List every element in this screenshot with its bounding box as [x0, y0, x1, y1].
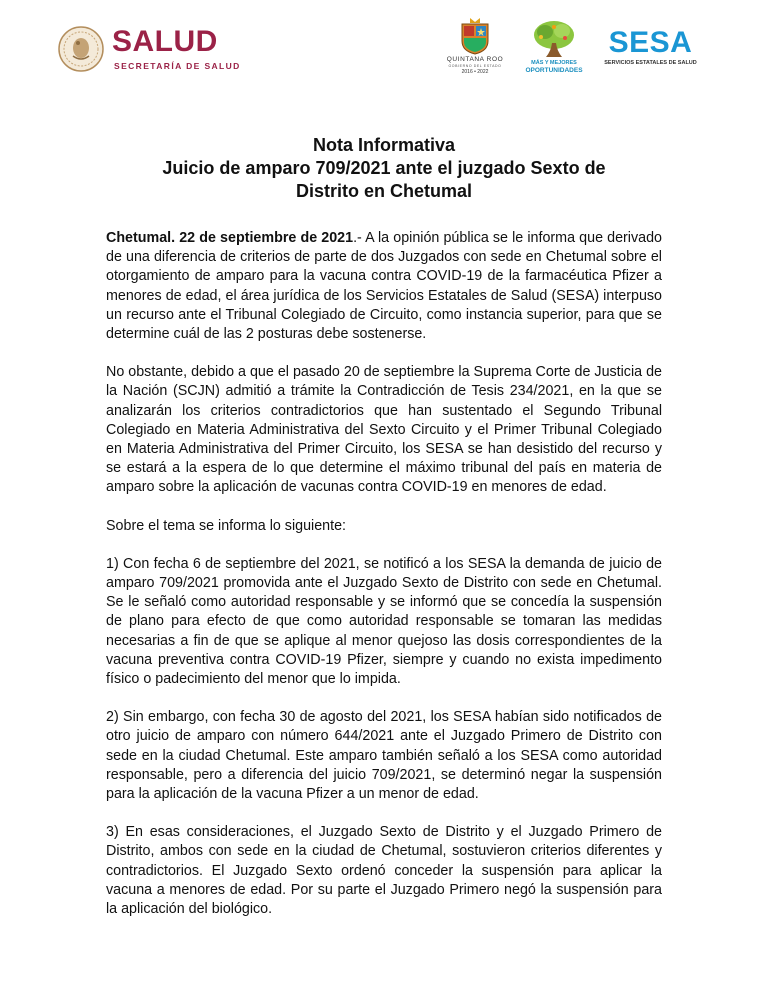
- salud-logo-text: SALUD: [112, 25, 218, 58]
- sesa-logo: [598, 27, 703, 77]
- document-header: [0, 0, 768, 100]
- document-body: [106, 229, 662, 938]
- quintana-roo-shield-icon: [460, 17, 490, 55]
- salud-logo-subtitle: SECRETARÍA DE SALUD: [114, 61, 241, 71]
- document-title: [100, 134, 668, 203]
- mas-y-mejores-logo: [523, 19, 585, 91]
- paragraph-point-3: 3) En esas consideraciones, el Juzgado Sexto de Distrito y el Juzgado Primero de Distrito, ambos con sede en la ciudad de Chetumal, sostuvieron criterios diferentes y contradictorios. El Juzgado Sexto ordenó conceder la suspensión para aplicar la vacuna a menores de edad. Por su parte el Juzgado Primero negó la suspensión para la aplicación del biológico.: [106, 824, 662, 918]
- quintana-roo-years: 2016 • 2022: [461, 69, 489, 75]
- title-line-2: Juicio de amparo 709/2021 ante el juzgado Sexto de: [162, 158, 606, 178]
- paragraph-point-2: 2) Sin embargo, con fecha 30 de agosto del 2021, los SESA habían sido notificados de otro juicio de amparo con número 644/2021 ante el Juzgado Primero de Distrito con sede en la ciudad Chetumal. Este amparo también señaló a los SESA como autoridad responsable, pero a diferencia del juicio 709/2021, se determinó negar la suspensión para la aplicación de la vacuna Pfizer a un menor de edad.: [106, 709, 662, 803]
- paragraph-point-1: 1) Con fecha 6 de septiembre del 2021, se notificó a los SESA la demanda de juicio de amparo 709/2021 promovida ante el Juzgado Sexto de Distrito con sede en Chetumal. Se le señaló como autoridad responsable y se informó que se concedía la suspensión de plano para efecto de que como autoridad responsable se tomaran las medidas necesarias a fin de que se aplique al menor quejoso las dosis correspondientes de la vacuna preventiva contra COVID-19 Pfizer, siempre y cuando no exista impedimento físico o padecimiento del menor que lo impida.: [106, 555, 662, 688]
- tree-icon: [531, 19, 577, 59]
- quintana-roo-name: QUINTANA ROO: [446, 56, 504, 63]
- paragraph-scjn: No obstante, debido a que el pasado 20 de septiembre la Suprema Corte de Justicia de la Nación (SCJN) admitió a trámite la Contradicción de Tesis 234/2021, en la que se analizarán los criterios contradictorios que han sustentado el Segundo Tribunal Colegiado en Materia Administrativa del Sexto Circuito y el Primer Tribunal Colegiado en Materia Administrativa del Primer Circuito, los SESA se han desistido del recurso y se estará a la espera de lo que determine el máximo tribunal del país en materia de amparo sobre la aplicación de vacunas contra COVID-19 en menores de edad.: [106, 364, 662, 496]
- paragraph-intro-text: .- A la opinión pública se le informa que derivado de una diferencia de criterios de parte de dos Juzgados con sede en Chetumal sobre el otorgamiento de amparo para la vacuna contra COVID-19 de la farmacéutica Pfizer a menores de edad, el área jurídica de los Servicios Estatales de Salud (SESA) interpuso un recurso ante el Tribunal Colegiado de Circuito, como instancia superior, para que se determine cuál de las 2 posturas debe sostenerse.: [106, 230, 662, 343]
- mexico-seal-icon: [58, 26, 104, 72]
- sesa-logo-subtitle: SERVICIOS ESTATALES DE SALUD: [604, 60, 697, 66]
- quintana-roo-logo: [445, 17, 505, 91]
- mas-y-mejores-line1: MÁS Y MEJORES: [531, 60, 577, 66]
- title-line-1: Nota Informativa: [312, 135, 456, 155]
- title-line-3: Distrito en Chetumal: [295, 181, 473, 201]
- dateline: Chetumal. 22 de septiembre de 2021: [106, 230, 354, 246]
- paragraph-intro: [106, 229, 662, 344]
- sesa-logo-text: SESA: [608, 26, 693, 59]
- paragraph-summary-intro: Sobre el tema se informa lo siguiente:: [106, 517, 346, 534]
- quintana-roo-subtitle: GOBIERNO DEL ESTADO: [448, 64, 502, 68]
- mas-y-mejores-line2: OPORTUNIDADES: [525, 67, 583, 74]
